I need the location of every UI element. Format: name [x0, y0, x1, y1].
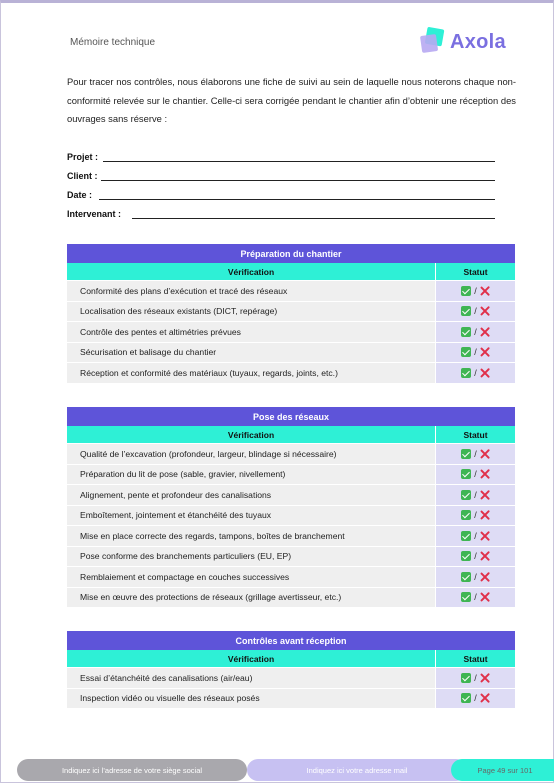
check-icon[interactable]	[461, 368, 471, 378]
field-date-label: Date :	[67, 190, 93, 200]
table-row	[67, 667, 515, 688]
row-label: Essai d’étanchéité des canalisations (air/eau)	[67, 668, 436, 688]
check-icon[interactable]	[461, 693, 471, 703]
row-label: Préparation du lit de pose (sable, gravier, nivellement)	[67, 465, 436, 485]
status-cell	[436, 343, 515, 363]
status-separator: /	[474, 693, 477, 704]
cross-icon[interactable]	[480, 572, 490, 582]
status-separator: /	[474, 469, 477, 480]
cross-icon[interactable]	[480, 673, 490, 683]
check-icon[interactable]	[461, 327, 471, 337]
check-icon[interactable]	[461, 673, 471, 683]
cross-icon[interactable]	[480, 551, 490, 561]
status-separator: /	[474, 306, 477, 317]
status-separator: /	[474, 530, 477, 541]
status-cell	[436, 588, 515, 608]
check-icon[interactable]	[461, 551, 471, 561]
table-title: Préparation du chantier	[67, 244, 515, 263]
axola-logo-icon	[419, 27, 447, 55]
cross-icon[interactable]	[480, 510, 490, 520]
intro-paragraph: Pour tracer nos contrôles, nous élaborons une fiche de suivi au sein de laquelle nous noterons chaque non-conformité relevée sur le chantier. Celle-ci sera corrigée pendant le chantier afin d’obtenir une réception des ouvrages sans réserve :	[67, 76, 516, 124]
field-intervenant-line[interactable]	[132, 218, 495, 219]
status-cell	[436, 444, 515, 464]
cross-icon[interactable]	[480, 368, 490, 378]
field-projet-line[interactable]	[103, 161, 495, 162]
table-row	[67, 362, 515, 383]
check-icon[interactable]	[461, 449, 471, 459]
check-icon[interactable]	[461, 531, 471, 541]
cross-icon[interactable]	[480, 306, 490, 316]
footer-email: Indiquez ici votre adresse mail	[247, 759, 467, 781]
table-row	[67, 464, 515, 485]
check-icon[interactable]	[461, 286, 471, 296]
field-intervenant-label: Intervenant :	[67, 209, 122, 219]
column-statut: Statut	[463, 653, 488, 664]
status-cell	[436, 526, 515, 546]
check-icon[interactable]	[461, 469, 471, 479]
cross-icon[interactable]	[480, 347, 490, 357]
status-separator: /	[474, 285, 477, 296]
status-cell	[436, 689, 515, 709]
cross-icon[interactable]	[480, 531, 490, 541]
row-label: Inspection vidéo ou visuelle des réseaux posés	[67, 689, 436, 709]
check-icon[interactable]	[461, 306, 471, 316]
table-row	[67, 546, 515, 567]
row-label: Remblaiement et compactage en couches successives	[67, 567, 436, 587]
row-label: Localisation des réseaux existants (DICT, repérage)	[67, 302, 436, 322]
row-label: Sécurisation et balisage du chantier	[67, 343, 436, 363]
document-title: Mémoire technique	[70, 37, 156, 48]
field-projet-label: Projet :	[67, 152, 99, 162]
table-row	[67, 443, 515, 464]
table-column-headers	[67, 650, 515, 667]
row-label: Pose conforme des branchements particuliers (EU, EP)	[67, 547, 436, 567]
table-title: Contrôles avant réception	[67, 631, 515, 650]
status-cell	[436, 485, 515, 505]
table-row	[67, 321, 515, 342]
status-cell	[436, 567, 515, 587]
table-row	[67, 525, 515, 546]
status-separator: /	[474, 571, 477, 582]
status-cell	[436, 506, 515, 526]
check-icon[interactable]	[461, 490, 471, 500]
check-icon[interactable]	[461, 510, 471, 520]
table-title: Pose des réseaux	[67, 407, 515, 426]
status-cell	[436, 322, 515, 342]
row-label: Qualité de l’excavation (profondeur, largeur, blindage si nécessaire)	[67, 444, 436, 464]
cross-icon[interactable]	[480, 469, 490, 479]
status-separator: /	[474, 592, 477, 603]
row-label: Mise en place correcte des regards, tampons, boîtes de branchement	[67, 526, 436, 546]
table-pose-reseaux	[67, 407, 515, 607]
status-cell	[436, 281, 515, 301]
row-label: Alignement, pente et profondeur des canalisations	[67, 485, 436, 505]
logo-text: Axola	[450, 31, 506, 53]
field-client-line[interactable]	[101, 180, 495, 181]
table-row	[67, 566, 515, 587]
cross-icon[interactable]	[480, 286, 490, 296]
check-icon[interactable]	[461, 347, 471, 357]
table-row	[67, 505, 515, 526]
column-verification: Vérification	[67, 426, 436, 443]
column-statut: Statut	[463, 429, 488, 440]
column-verification: Vérification	[67, 263, 436, 280]
table-row	[67, 587, 515, 608]
status-separator: /	[474, 448, 477, 459]
axola-logo	[419, 27, 519, 57]
status-separator: /	[474, 510, 477, 521]
check-icon[interactable]	[461, 592, 471, 602]
status-separator: /	[474, 347, 477, 358]
status-separator: /	[474, 367, 477, 378]
field-date-line[interactable]	[99, 199, 495, 200]
cross-icon[interactable]	[480, 327, 490, 337]
row-label: Conformité des plans d’exécution et tracé des réseaux	[67, 281, 436, 301]
cross-icon[interactable]	[480, 449, 490, 459]
table-controles-avant-reception	[67, 631, 515, 708]
status-cell	[436, 363, 515, 383]
cross-icon[interactable]	[480, 693, 490, 703]
row-label: Contrôle des pentes et altimétries prévues	[67, 322, 436, 342]
footer-address: Indiquez ici l’adresse de votre siège social	[17, 759, 247, 781]
table-row	[67, 688, 515, 709]
table-row	[67, 280, 515, 301]
table-row	[67, 301, 515, 322]
footer-page-number: Page 49 sur 101	[451, 759, 554, 781]
table-column-headers	[67, 263, 515, 280]
check-icon[interactable]	[461, 572, 471, 582]
column-statut: Statut	[463, 266, 488, 277]
status-separator: /	[474, 672, 477, 683]
status-cell	[436, 465, 515, 485]
table-column-headers	[67, 426, 515, 443]
status-cell	[436, 668, 515, 688]
status-cell	[436, 302, 515, 322]
row-label: Mise en œuvre des protections de réseaux (grillage avertisseur, etc.)	[67, 588, 436, 608]
row-label: Emboîtement, jointement et étanchéité des tuyaux	[67, 506, 436, 526]
status-cell	[436, 547, 515, 567]
status-separator: /	[474, 551, 477, 562]
status-separator: /	[474, 326, 477, 337]
row-label: Réception et conformité des matériaux (tuyaux, regards, joints, etc.)	[67, 363, 436, 383]
status-separator: /	[474, 489, 477, 500]
cross-icon[interactable]	[480, 490, 490, 500]
field-client-label: Client :	[67, 171, 98, 181]
table-row	[67, 342, 515, 363]
cross-icon[interactable]	[480, 592, 490, 602]
table-row	[67, 484, 515, 505]
table-preparation-chantier	[67, 244, 515, 383]
column-verification: Vérification	[67, 650, 436, 667]
